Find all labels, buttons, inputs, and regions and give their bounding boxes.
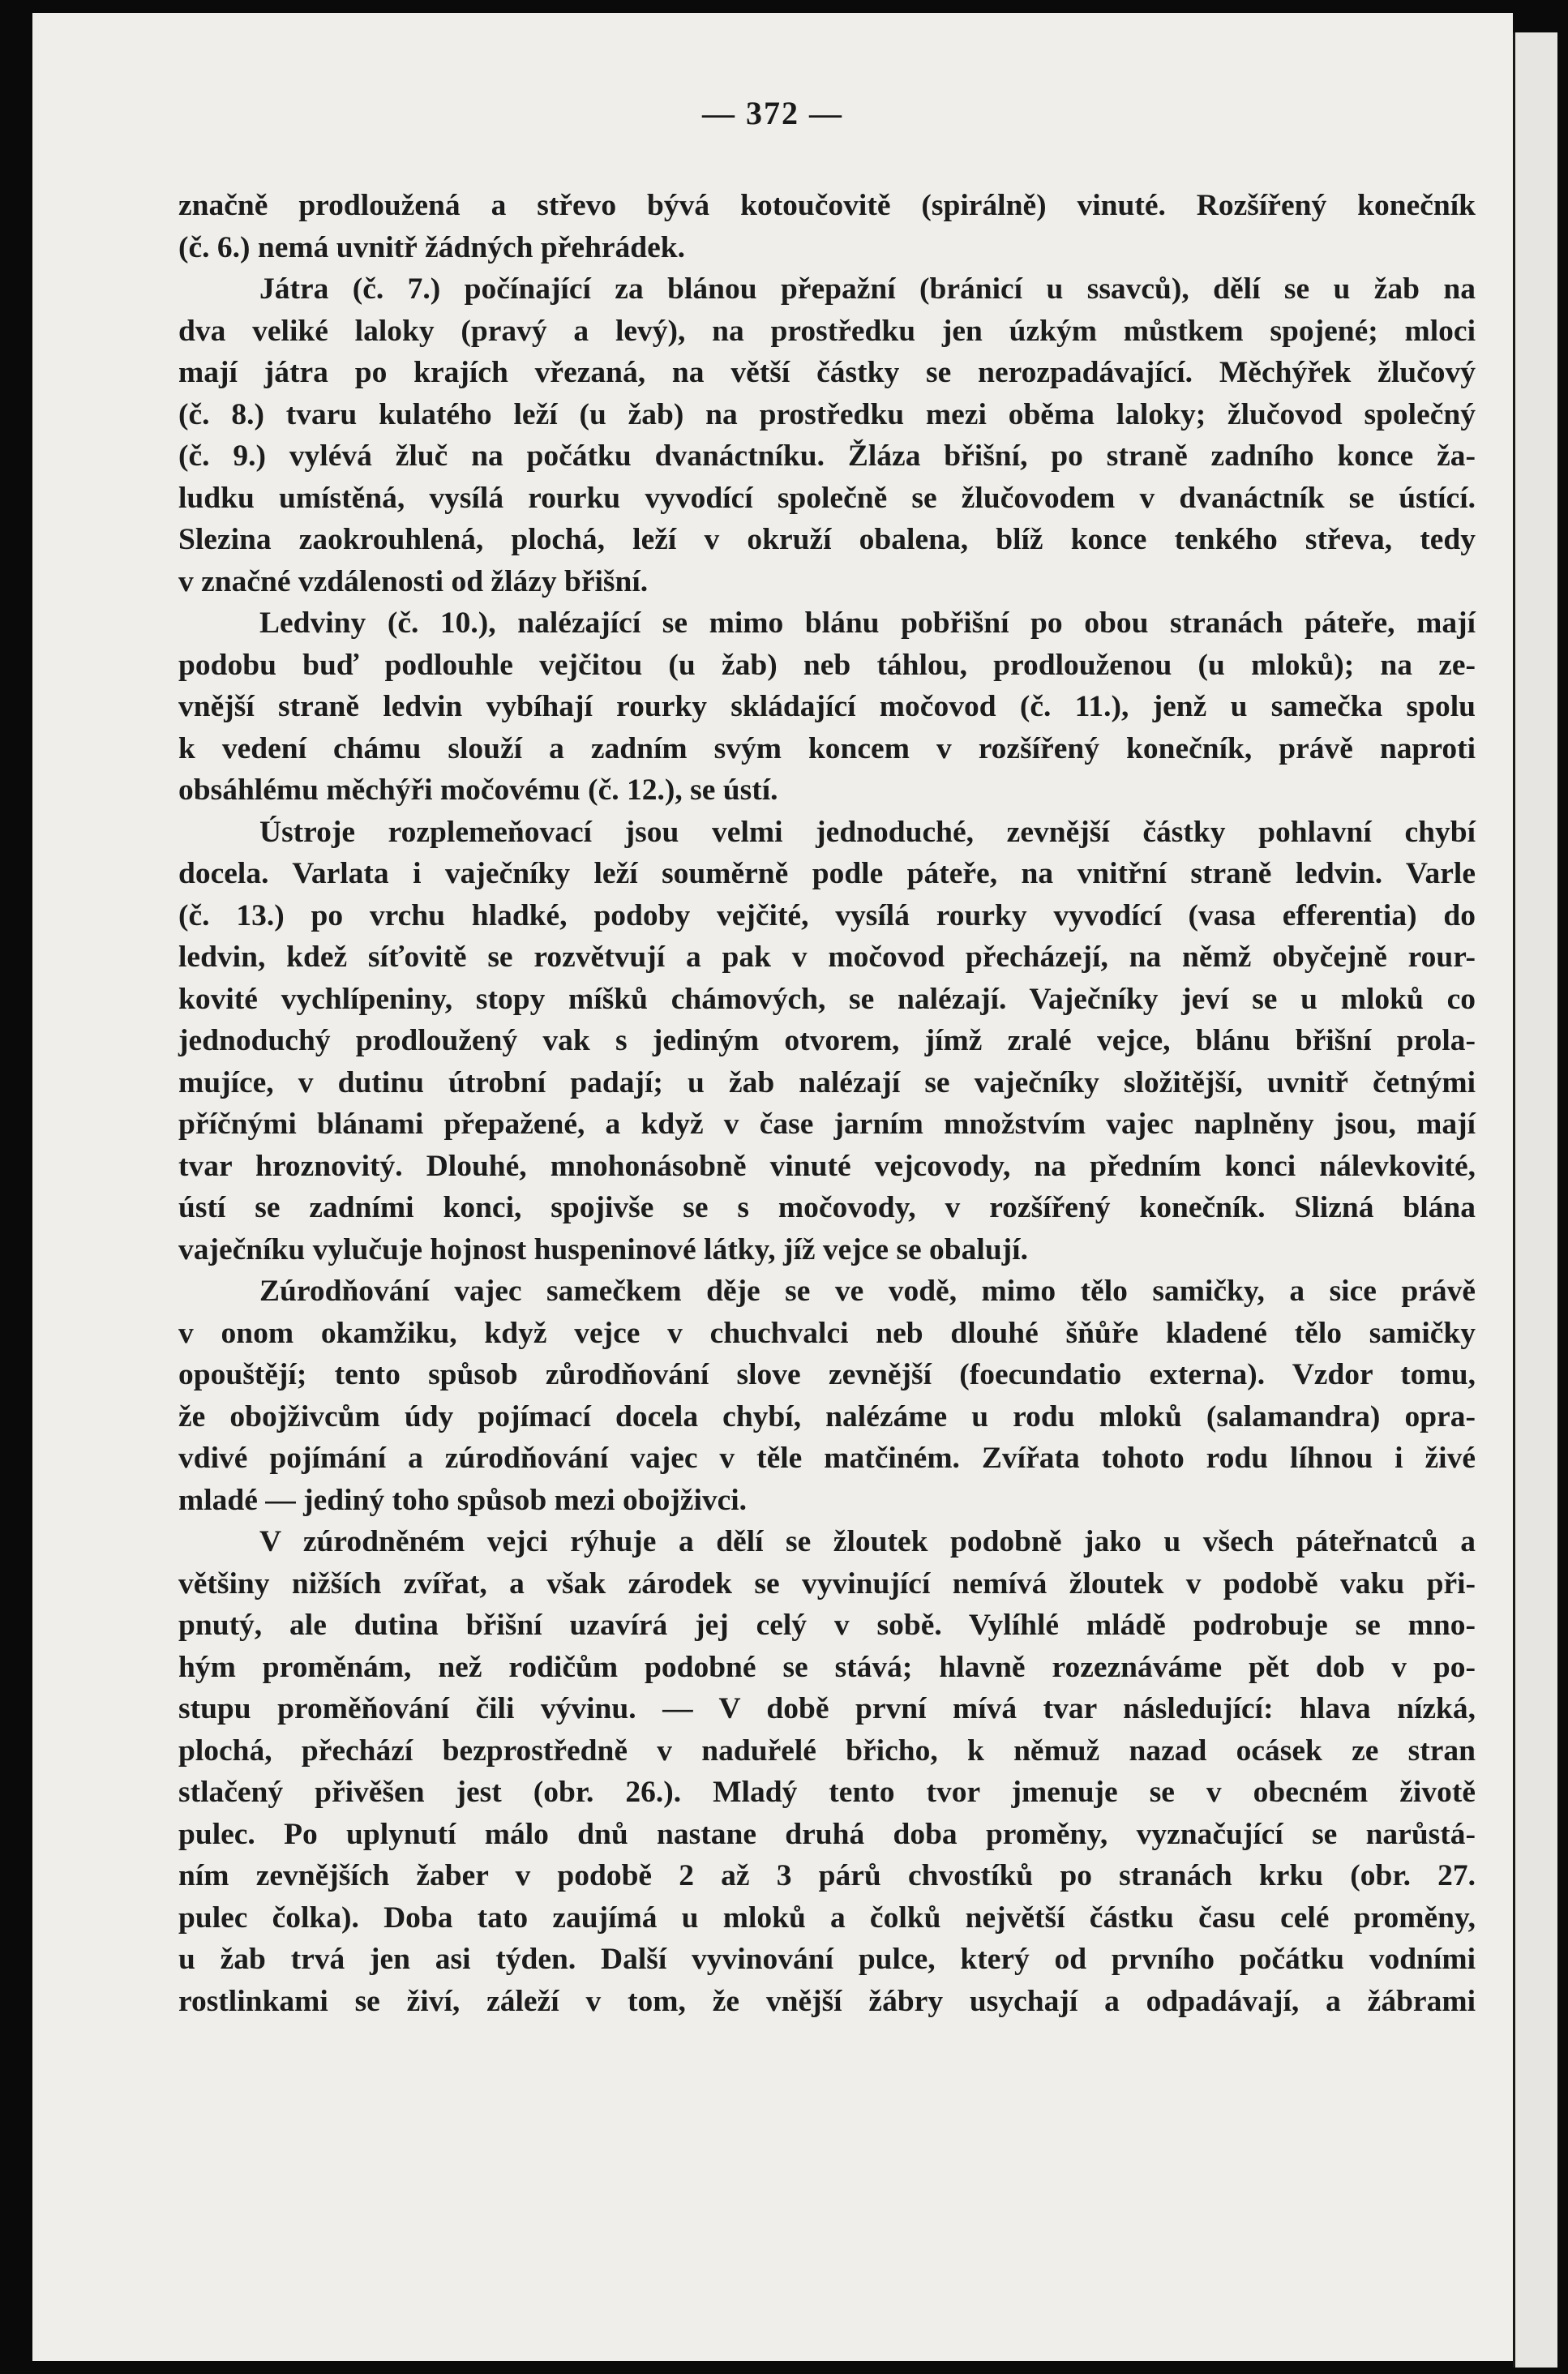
- text-line: vnější straně ledvin vybíhají rourky skládající močovod (č. 11.), jenž u samečka spolu: [178, 690, 1476, 723]
- text-line: mají játra po krajích vřezaná, na větší částky se nerozpadávající. Měchýřek žlučový: [178, 356, 1476, 389]
- text-line: podobu buď podlouhle vejčitou (u žab) neb táhlou, prodlouženou (u mloků); na ze-: [178, 648, 1476, 682]
- text-line: dva veliké laloky (pravý a levý), na prostředku jen úzkým můstkem spojené; mloci: [178, 314, 1476, 348]
- text-line: vdivé pojímání a zúrodňování vajec v těle matčiném. Zvířata tohoto rodu líhnou i živé: [178, 1442, 1476, 1475]
- text-line: jednoduchý prodloužený vak s jediným otvorem, jímž zralé vejce, blánu břišní prola-: [178, 1024, 1476, 1057]
- text-line: vaječníku vylučuje hojnost huspeninové látky, jíž vejce se obalují.: [178, 1232, 1028, 1266]
- text-line: stlačený přivěšen jest (obr. 26.). Mladý tento tvor jmenuje se v obecném životě: [178, 1776, 1476, 1809]
- text-line: mladé — jediný toho spůsob mezi obojživci.: [178, 1483, 748, 1517]
- text-line: V zúrodněném vejci rýhuje a dělí se žloutek podobně jako u všech páteřnatců a: [259, 1525, 1476, 1558]
- text-line: docela. Varlata i vaječníky leží souměrně podle páteře, na vnitřní straně ledvin. Varle: [178, 857, 1476, 890]
- text-line: rostlinkami se živí, záleží v tom, že vnější žábry usychají a odpadávají, a žábrami: [178, 1984, 1476, 2018]
- text-line: že obojživcům údy pojímací docela chybí, nalézáme u rodu mloků (salamandra) opra-: [178, 1399, 1476, 1433]
- text-line: kovité vychlípeniny, stopy míšků chámových, se nalézají. Vaječníky jeví se u mloků co: [178, 982, 1476, 1016]
- text-line: ním zevnějších žaber v podobě 2 až 3 párů chvostíků po stranách krku (obr. 27.: [178, 1859, 1476, 1892]
- text-line: pulec. Po uplynutí málo dnů nastane druhá doba proměny, vyznačující se narůstá-: [178, 1817, 1476, 1851]
- text-line: Slezina zaokrouhlená, plochá, leží v okruží obalena, blíž konce tenkého střeva, tedy: [178, 523, 1476, 556]
- text-line: ústí se zadními konci, spojivše se s močovody, v rozšířený konečník. Slizná blána: [178, 1191, 1476, 1224]
- page-number: — 372 —: [702, 95, 843, 131]
- text-line: (č. 13.) po vrchu hladké, podoby vejčité, vysílá rourky vyvodící (vasa efferentia) do: [178, 898, 1476, 932]
- text-line: většiny nižších zvířat, a však zárodek se vyvinující nemívá žloutek v podobě vaku při-: [178, 1566, 1476, 1601]
- body-text: [178, 185, 1476, 2022]
- text-line: plochá, přechází bezprostředně v naduřelé břicho, k němuž nazad ocásek ze stran: [178, 1733, 1476, 1768]
- text-line: pulec čolka). Doba tato zaujímá u mloků a čolků největší částku času celé proměny,: [178, 1900, 1476, 1935]
- text-line: stupu proměňování čili vývinu. — V době první mívá tvar následující: hlava nízká,: [178, 1692, 1476, 1725]
- text-line: Játra (č. 7.) počínající za blánou přepažní (bránicí u ssavců), dělí se u žab na: [259, 272, 1476, 306]
- text-line: k vedení chámu slouží a zadním svým koncem v rozšířený konečník, právě naproti: [178, 731, 1476, 765]
- text-line: značně prodloužená a střevo bývá kotoučovitě (spirálně) vinuté. Rozšířený konečník: [178, 189, 1476, 222]
- text-line: mujíce, v dutinu útrobní padají; u žab nalézají se vaječníky složitější, uvnitř četnými: [178, 1065, 1476, 1099]
- text-line: pnutý, ale dutina břišní uzavírá jej celý v sobě. Vylíhlé mládě podrobuje se mno-: [178, 1609, 1476, 1642]
- text-line: Ústroje rozplemeňovací jsou velmi jednoduché, zevnější částky pohlavní chybí: [259, 815, 1476, 849]
- book-page: [32, 13, 1513, 2361]
- text-line: opouštějí; tento spůsob zůrodňování slove zevnější (foecundatio externa). Vzdor tomu,: [178, 1358, 1476, 1391]
- text-line: v značné vzdálenosti od žlázy břišní.: [178, 564, 649, 598]
- text-line: (č. 9.) vylévá žluč na počátku dvanáctníku. Žláza břišní, po straně zadního konce ža-: [178, 439, 1476, 473]
- text-line: Zúrodňování vajec samečkem děje se ve vodě, mimo tělo samičky, a sice právě: [259, 1275, 1476, 1308]
- text-line: (č. 6.) nemá uvnitř žádných přehrádek.: [178, 230, 685, 264]
- text-line: v onom okamžiku, když vejce v chuchvalci neb dlouhé šňůře kladené tělo samičky: [178, 1316, 1476, 1350]
- text-line: obsáhlému měchýři močovému (č. 12.), se ústí.: [178, 773, 778, 807]
- text-line: ledvin, kdež síťovitě se rozvětvují a pak v močovod přecházejí, na němž obyčejně rour-: [178, 941, 1476, 974]
- text-line: hým proměnám, než rodičům podobné se stává; hlavně rozeznáváme pět dob v po-: [178, 1650, 1476, 1684]
- text-line: (č. 8.) tvaru kulatého leží (u žab) na prostředku mezi oběma laloky; žlučovod společný: [178, 397, 1476, 431]
- text-line: příčnými blánami přepažené, a když v čase jarním množstvím vajec naplněny jsou, mají: [178, 1108, 1476, 1141]
- text-line: Ledviny (č. 10.), nalézající se mimo blánu pobřišní po obou stranách páteře, mají: [259, 606, 1476, 640]
- page-edge: [1513, 32, 1557, 2368]
- text-line: u žab trvá jen asi týden. Další vyvinování pulce, který od prvního počátku vodními: [178, 1943, 1476, 1976]
- text-line: tvar hroznovitý. Dlouhé, mnohonásobně vinuté vejcovody, na předním konci nálevkovité,: [178, 1149, 1476, 1183]
- text-line: ludku umístěná, vysílá rourku vyvodící společně se žlučovodem v dvanáctník se ústící.: [178, 481, 1476, 515]
